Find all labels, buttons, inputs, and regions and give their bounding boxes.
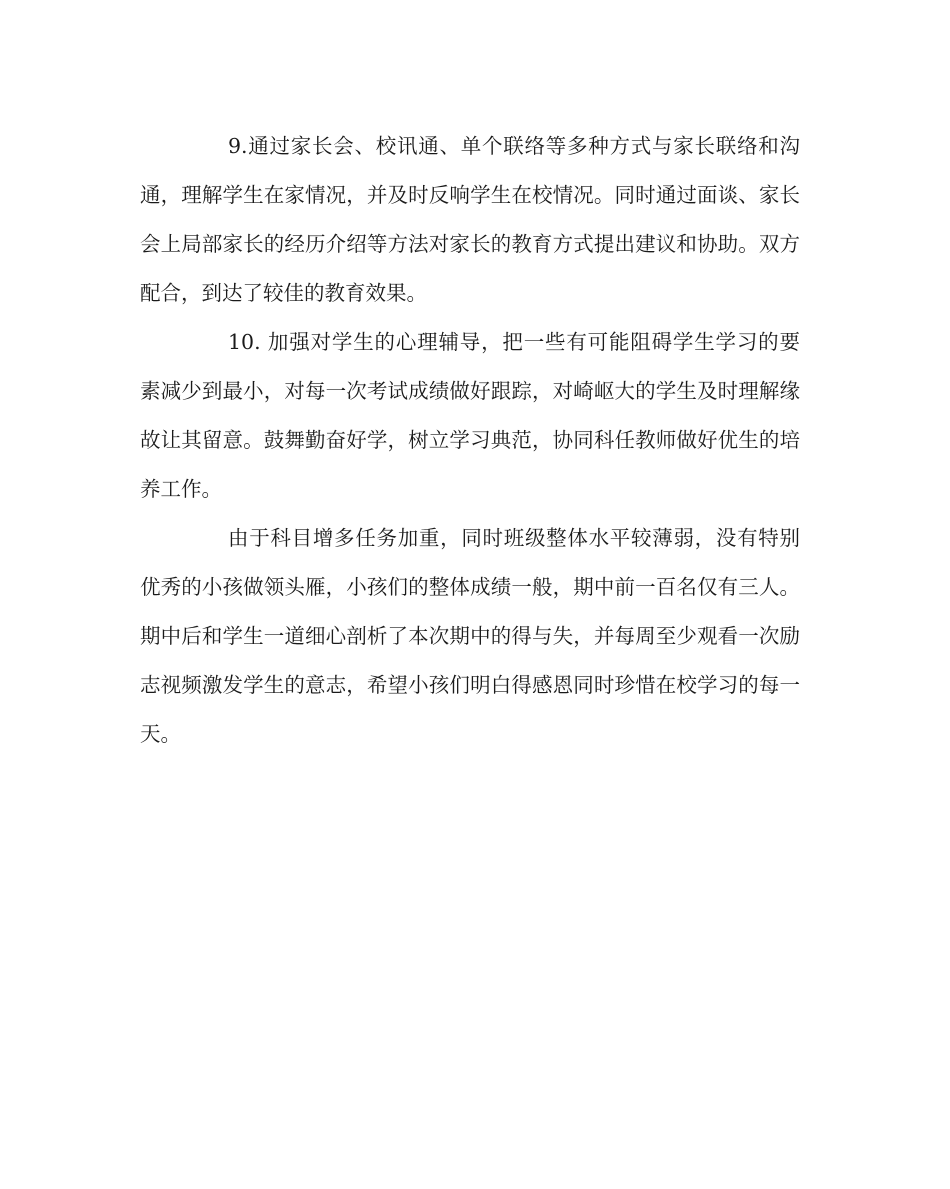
document-body bbox=[140, 122, 800, 759]
paragraph-psychological-counseling: 10. 加强对学生的心理辅导，把一些有可能阻碍学生学习的要素减少到最小，对每一次考试成绩做好跟踪，对崎岖大的学生及时理解缘故让其留意。鼓舞勤奋好学，树立学习典范，协同科任教师做好优生的培养工作。 bbox=[140, 330, 800, 501]
paragraph-midterm-reflection: 由于科目增多任务加重，同时班级整体水平较薄弱，没有特别优秀的小孩做领头雁，小孩们的整体成绩一般，期中前一百名仅有三人。期中后和学生一道细心剖析了本次期中的得与失，并每周至少观看一次励志视频激发学生的意志，希望小孩们明白得感恩同时珍惜在校学习的每一天。 bbox=[140, 526, 800, 746]
paragraph-parent-communication: 9.通过家长会、校讯通、单个联络等多种方式与家长联络和沟通，理解学生在家情况，并及时反响学生在校情况。同时通过面谈、家长会上局部家长的经历介绍等方法对家长的教育方式提出建议和协助。双方配合，到达了较佳的教育效果。 bbox=[140, 134, 800, 305]
